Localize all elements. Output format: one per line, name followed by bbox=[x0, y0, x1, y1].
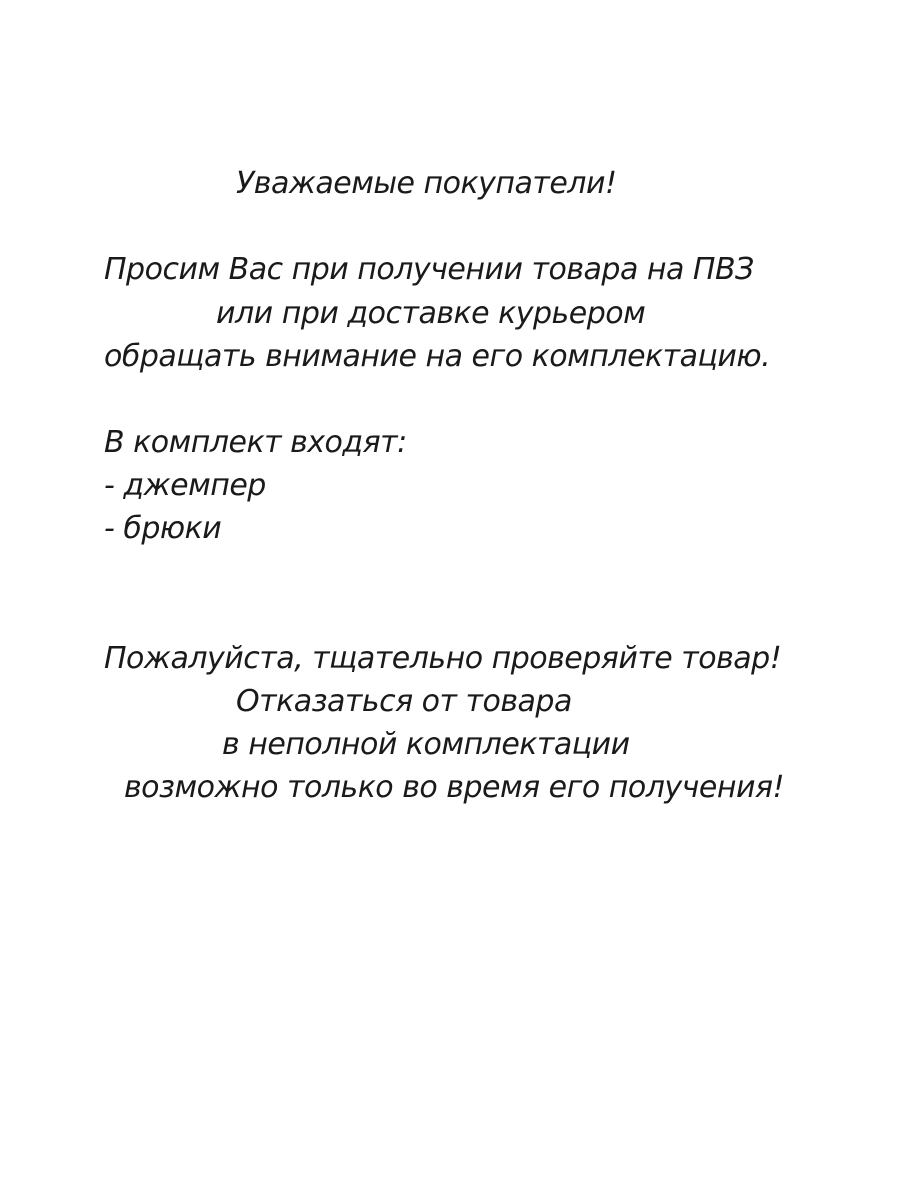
greeting-heading: Уважаемые покупатели! bbox=[236, 166, 617, 201]
kit-item-jumper: - джемпер bbox=[104, 468, 266, 503]
warning-line-3: в неполной комплектации bbox=[222, 727, 630, 762]
kit-heading: В комплект входят: bbox=[104, 425, 407, 460]
kit-item-trousers: - брюки bbox=[104, 511, 222, 546]
warning-line-2: Отказаться от товара bbox=[236, 684, 572, 719]
request-line-3: обращать внимание на его комплектацию. bbox=[104, 339, 771, 374]
warning-line-4: возможно только во время его получения! bbox=[124, 770, 785, 805]
request-line-2: или при доставке курьером bbox=[216, 296, 646, 331]
warning-line-1: Пожалуйста, тщательно проверяйте товар! bbox=[104, 641, 782, 676]
request-line-1: Просим Вас при получении товара на ПВЗ bbox=[104, 252, 754, 287]
